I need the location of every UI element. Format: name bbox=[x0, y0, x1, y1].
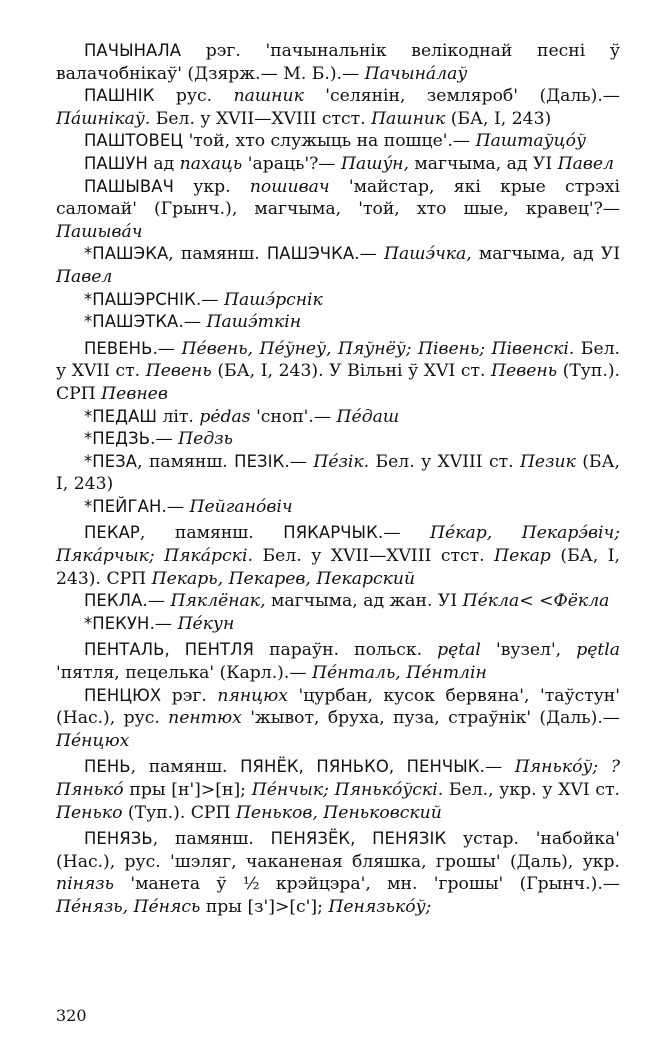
entry-headword: ПАШТОВЕЦ bbox=[84, 131, 184, 151]
entry-text: рэг. 'пачынальнік велікоднай песні ў валачобнікаў' (Дзярж.— М. Б.).— bbox=[56, 41, 620, 84]
dictionary-page bbox=[56, 40, 620, 919]
entry-italic-text: Пашýн, bbox=[340, 153, 409, 174]
dictionary-entry bbox=[56, 85, 620, 130]
entry-text: 'майстар, які крые стрэхі саломай' (Грынч.), магчыма, 'той, хто шые, кравец'?— bbox=[56, 176, 620, 220]
entry-italic-text: Педзь bbox=[178, 429, 233, 450]
entry-italic-text: Пéнязь, Пéнясь bbox=[56, 896, 201, 917]
entry-italic-text: Павел bbox=[557, 153, 614, 174]
entry-text: .— bbox=[284, 451, 314, 472]
entry-italic-text: пашник bbox=[233, 86, 304, 107]
entry-headword: *ПЕДЗЬ bbox=[84, 429, 151, 449]
entry-text: (БА, I, 243). СРП bbox=[56, 546, 620, 589]
dictionary-entry bbox=[56, 522, 620, 590]
entry-text: , памянш. bbox=[152, 829, 271, 850]
entry-text: устар. 'набойка' (Нас.), рус. 'шэляг, чаканеная бляшка, грошы' (Даль), укр. bbox=[56, 829, 620, 872]
entry-italic-text: Пашэ́рснік bbox=[223, 289, 323, 310]
entry-italic-text: Пéнцюх bbox=[56, 730, 130, 751]
entry-text: .— bbox=[377, 523, 431, 544]
dictionary-entry bbox=[56, 130, 620, 153]
entry-text: магчыма, ад жан. УІ bbox=[265, 591, 463, 612]
entry-headword: *ПАШЭТКА bbox=[84, 312, 179, 332]
entry-text: літ. bbox=[157, 406, 200, 427]
entry-headword: ПАШУН bbox=[84, 153, 148, 173]
entry-headword: ПЕНЦЮХ bbox=[84, 685, 162, 705]
entry-italic-text: Певень bbox=[145, 361, 212, 382]
entry-text: Бел., укр. у XVI ст. bbox=[443, 780, 620, 800]
entry-text: .— bbox=[152, 338, 182, 359]
entry-italic-text: Певнев bbox=[101, 383, 168, 404]
dictionary-entry bbox=[56, 613, 620, 636]
entry-headword: ПЕНЬ bbox=[84, 757, 131, 777]
entry-text: .— bbox=[479, 757, 515, 778]
entry-text: 'араць'?— bbox=[242, 153, 341, 174]
entry-text: 'той, хто служыць на пошце'.— bbox=[183, 131, 476, 152]
entry-text: укр. bbox=[173, 176, 250, 197]
entry-text: рэг. bbox=[161, 685, 218, 706]
entry-text: .— bbox=[195, 289, 224, 310]
entry-headword: ПЕЗІК bbox=[234, 451, 285, 471]
entry-headword: ПЕНЯЗЁК, ПЕНЯЗІК bbox=[270, 829, 447, 849]
dictionary-entry bbox=[56, 496, 620, 519]
entry-italic-text: pętal bbox=[437, 640, 481, 661]
entry-italic-text: Пéвень, Пéўнеў, Пяўнёў; Півень; Півенскі. bbox=[181, 338, 575, 359]
page-number: 320 bbox=[56, 1006, 87, 1025]
dictionary-entry bbox=[56, 153, 620, 176]
entry-text: магчыма, ад УІ bbox=[471, 244, 620, 265]
entry-italic-text: Пéнчык; Пянькóўскі. bbox=[251, 780, 444, 800]
entry-text: .— bbox=[354, 244, 384, 265]
entry-headword: *ПЕЙГАН bbox=[84, 496, 162, 516]
dictionary-entry bbox=[56, 451, 620, 496]
entry-headword: ПЕВЕНЬ bbox=[84, 338, 153, 358]
entry-text: (Туп.). СРП bbox=[122, 802, 236, 823]
entry-headword: ПЯКАРЧЫК bbox=[283, 523, 378, 543]
dictionary-entry bbox=[56, 289, 620, 312]
entry-italic-text: Пéкар, Пекарэ́віч; Пякáрчык; Пякáрскі. bbox=[56, 523, 620, 567]
entry-italic-text: пентюх bbox=[168, 708, 242, 729]
entry-italic-text: Пéдаш bbox=[336, 406, 400, 427]
dictionary-entry bbox=[56, 828, 620, 918]
entry-italic-text: Пашывáч bbox=[56, 221, 143, 242]
entry-text: 'вузел', bbox=[480, 640, 577, 661]
entry-italic-text: Пашэ́ткін bbox=[206, 312, 302, 333]
entry-headword: ПАШЭЧКА bbox=[266, 244, 355, 264]
dictionary-entry bbox=[56, 639, 620, 684]
entry-headword: *ПЕДАШ bbox=[84, 406, 158, 426]
entry-headword: *ПАШЭКА bbox=[84, 244, 169, 264]
entry-headword: *ПЕЗА bbox=[84, 451, 138, 471]
entry-text: , памянш. bbox=[139, 523, 284, 544]
entry-italic-text: Пезик bbox=[519, 451, 576, 472]
entry-text: (БА, I, 243). У Вільні ў XVI ст. bbox=[211, 361, 492, 382]
entry-text: .— bbox=[161, 496, 190, 517]
entry-italic-text: Пачынáлаў bbox=[364, 63, 468, 84]
entry-text: (БА, I, 243) bbox=[56, 451, 621, 495]
entry-italic-text: Пянькóў; ?Пянькó bbox=[56, 757, 620, 800]
dictionary-entry bbox=[56, 428, 620, 451]
entry-headword: ПЕНЯЗЬ bbox=[84, 829, 153, 849]
entry-italic-text: Пашник bbox=[371, 108, 446, 129]
entry-italic-text: Пяклёнак, bbox=[170, 591, 266, 612]
entry-italic-text: Пенязькóў; bbox=[328, 896, 432, 917]
entry-headword: ПЯНЁК, ПЯНЬКО, ПЕНЧЫК bbox=[240, 757, 480, 777]
entry-text: , памянш. bbox=[137, 451, 235, 472]
entry-italic-text: Певень bbox=[491, 361, 558, 382]
entry-italic-text: пошивач bbox=[249, 176, 330, 197]
entry-headword: ПАЧЫНАЛА bbox=[84, 41, 182, 60]
entry-text: пры [з']>[с']; bbox=[200, 896, 329, 917]
entry-text: ад bbox=[147, 153, 180, 174]
entry-headword: *ПЕКУН bbox=[84, 613, 150, 633]
entry-text: , памянш. bbox=[130, 757, 241, 778]
entry-text: 'сноп'.— bbox=[250, 406, 337, 427]
entry-text: , памянш. bbox=[168, 244, 267, 265]
entry-italic-text: Пейганóвіч bbox=[189, 496, 293, 517]
entry-italic-text: Пенько bbox=[56, 802, 123, 823]
entry-italic-text: Павел bbox=[56, 266, 113, 287]
entry-text: Бел. у XVII—XVIII стст. bbox=[252, 546, 495, 567]
dictionary-entry bbox=[56, 406, 620, 429]
entry-text: параўн. польск. bbox=[254, 640, 438, 661]
entry-text: (БА, I, 243) bbox=[445, 108, 552, 129]
entry-text: Бел. у XVII—XVIII стст. bbox=[150, 108, 372, 129]
entry-headword: ПАШЫВАЧ bbox=[84, 176, 174, 196]
entry-italic-text: Паштаўцóў bbox=[475, 131, 586, 152]
dictionary-entry bbox=[56, 176, 620, 244]
entry-headword: ПЕНТАЛЬ, ПЕНТЛЯ bbox=[84, 640, 255, 660]
entry-headword: *ПАШЭРСНІК bbox=[84, 289, 196, 309]
entry-italic-text: Пашэ́чка, bbox=[383, 244, 472, 265]
entry-headword: ПАШНІК bbox=[84, 86, 155, 106]
entry-text: .— bbox=[178, 312, 207, 333]
entry-text: пры [н']>[н]; bbox=[123, 780, 252, 800]
entry-text: Бел. у XVIII ст. bbox=[369, 451, 520, 472]
entry-italic-text: пахаць bbox=[179, 153, 243, 174]
entry-text: .— bbox=[149, 613, 178, 634]
dictionary-entry bbox=[56, 756, 620, 824]
entry-italic-text: pėdas bbox=[199, 406, 251, 427]
entry-italic-text: Пекарь, Пекарев, Пекарский bbox=[151, 568, 416, 589]
entry-text: 'пятля, пецелька' (Карл.).— bbox=[56, 663, 312, 684]
entry-italic-text: пінязь bbox=[56, 874, 114, 895]
entry-italic-text: Пéнталь, Пéнтлін bbox=[311, 663, 487, 684]
dictionary-entry bbox=[56, 243, 620, 288]
entry-italic-text: pętla bbox=[576, 640, 621, 661]
entry-italic-text: Пеньков, Пеньковский bbox=[235, 802, 442, 823]
entry-italic-text: Пéкун bbox=[177, 613, 235, 634]
entry-text: 'жывот, бруха, пуза, страўнік' (Даль).— bbox=[241, 708, 620, 729]
entry-text: 'манета ў ½ крэйцэра', мн. 'грошы' (Грынч.).— bbox=[114, 874, 620, 895]
entry-italic-text: пянцюх bbox=[217, 685, 288, 706]
entry-italic-text: Пекар bbox=[494, 546, 551, 567]
entry-italic-text: Пéкла< <Фёкла bbox=[462, 591, 610, 612]
dictionary-entry bbox=[56, 40, 620, 85]
entry-text: .— bbox=[150, 429, 179, 450]
entry-text: 'цурбан, кусок бервяна', 'таўстун' (Нас.), рус. bbox=[56, 685, 620, 729]
entry-headword: ПЕКАР bbox=[84, 523, 140, 543]
dictionary-entry bbox=[56, 590, 620, 613]
dictionary-entry bbox=[56, 311, 620, 334]
dictionary-entry bbox=[56, 338, 620, 406]
entry-italic-text: Пáшнікаў. bbox=[56, 108, 151, 129]
entry-text: .— bbox=[142, 591, 171, 612]
entry-text: магчыма, ад УІ bbox=[408, 153, 558, 174]
entry-text: Бел. у XVII ст. bbox=[56, 338, 620, 382]
entry-text: 'селянін, земляроб' (Даль).— bbox=[303, 86, 620, 107]
entry-text: (Туп.). СРП bbox=[56, 361, 621, 404]
entry-text: рус. bbox=[154, 86, 234, 107]
dictionary-entry bbox=[56, 685, 620, 753]
entry-italic-text: Пéзік. bbox=[313, 451, 370, 472]
entry-headword: ПЕКЛА bbox=[84, 591, 143, 611]
